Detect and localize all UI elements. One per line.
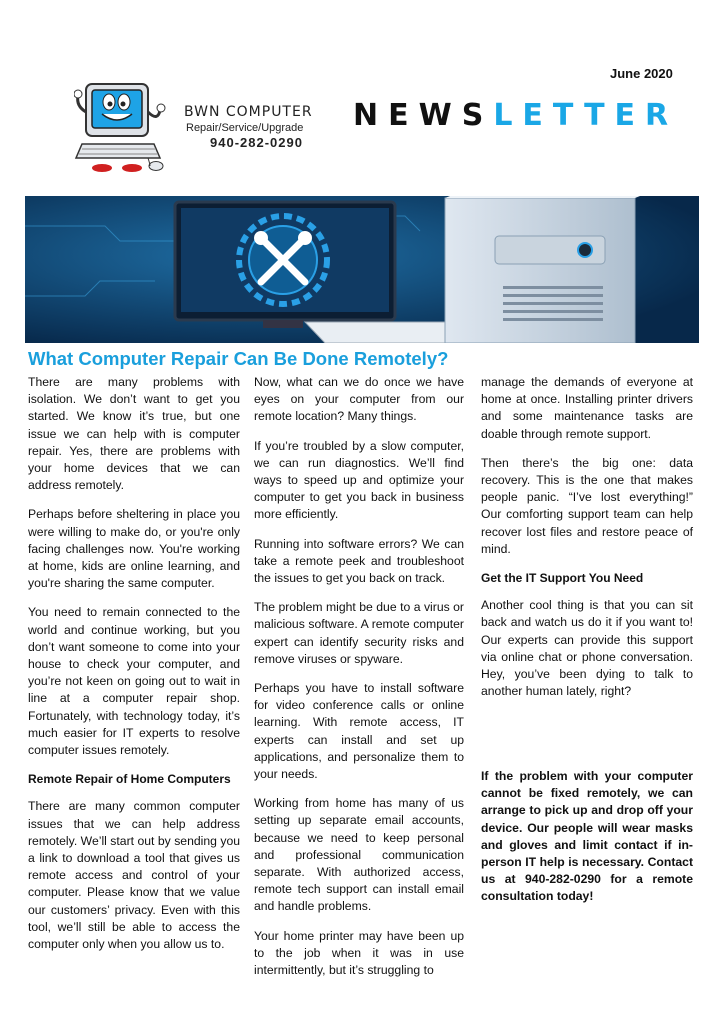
title-part-news: NEWS <box>353 98 494 133</box>
paragraph: There are many problems with isolation. We don’t want to get you started. We know it’s true, but one issue we can help with is computer repair. Yes, there are problems with your home devices that we can address remotely. <box>28 375 240 493</box>
paragraph: Working from home has many of us setting up separate email accounts, because we need to keep personal and professional communication separate. With authorized access, remote tech support can install email and handle problems. <box>254 796 464 914</box>
brand-tagline: Repair/Service/Upgrade <box>186 122 304 134</box>
paragraph: manage the demands of everyone at home at once. Installing printer drivers and some maintenance tasks are doable through remote support. <box>481 375 693 441</box>
section-heading-it-support: Get the IT Support You Need <box>481 571 644 586</box>
banner-image-computer-repair <box>25 196 699 343</box>
title-part-letter: LETTER <box>493 98 679 133</box>
paragraph: If you’re troubled by a slow computer, we can run diagnostics. We’ll find ways to speed up and optimize your computer to get you back in business more efficiently. <box>254 438 464 522</box>
paragraph: Then there’s the big one: data recovery. This is the one that makes people panic. “I’ve lost everything!” Our comforting support team can help recover lost files and restore peace of mind. <box>481 455 693 556</box>
brand-phone: 940-282-0290 <box>210 135 303 150</box>
paragraph: Running into software errors? We can take a remote peek and troubleshoot the issues to get you back on track. <box>254 536 464 586</box>
issue-date: June 2020 <box>610 66 673 81</box>
article-column-1 <box>28 374 240 965</box>
paragraph: Perhaps before sheltering in place you were willing to make do, or you're only facing challenges now. You're working at home, kids are online learning, and you're sharing the same computer. <box>28 507 240 591</box>
call-to-action: If the problem with your computer cannot be fixed remotely, we can arrange to pick up and drop off your device. Our people will wear masks and gloves and limit contact if in-person IT help is necessary. Contact us at 940-282-0290 for a remote consultation today! <box>481 769 693 904</box>
paragraph: The problem might be due to a virus or malicious software. A remote computer expert can identify security risks and remove viruses or spyware. <box>254 600 464 666</box>
article-headline: What Computer Repair Can Be Done Remotely? <box>28 348 449 369</box>
paragraph: Your home printer may have been up to the job when it was in use intermittently, but it’s struggling to <box>254 928 464 978</box>
brand-name: BWN COMPUTER <box>184 104 313 120</box>
paragraph: You need to remain connected to the world and continue working, but you don’t want someone to come into your house to check your computer, and you’re not keen on going out to wait in line at a computer repair shop. Fortunately, with technology today, it’s much easier for IT experts to resolve computer issues remotely. <box>28 605 240 758</box>
paragraph: Another cool thing is that you can sit back and watch us do it if you want to! Our experts can provide this support via online chat or phone conversation. Hey, you’ve been dying to talk to another human lately, right? <box>481 598 693 699</box>
paragraph: Perhaps you have to install software for video conference calls or online learning. With remote access, IT experts can install and set up applications, and personalize them to your needs. <box>254 681 464 782</box>
paragraph: There are many common computer issues that we can help address remotely. We’ll start out by sending you a link to download a tool that gives us remote access and control of your computer. Please know that we value our customers’ privacy. Even with this tool, we’ll still be able to access the computer only when you allow us to. <box>28 799 240 952</box>
newsletter-title <box>353 98 678 133</box>
section-heading-remote-repair: Remote Repair of Home Computers <box>28 772 231 787</box>
paragraph: Now, what can we do once we have eyes on your computer from our remote location? Many things. <box>254 375 464 424</box>
article-column-3 <box>481 374 693 712</box>
article-column-2 <box>254 374 464 991</box>
